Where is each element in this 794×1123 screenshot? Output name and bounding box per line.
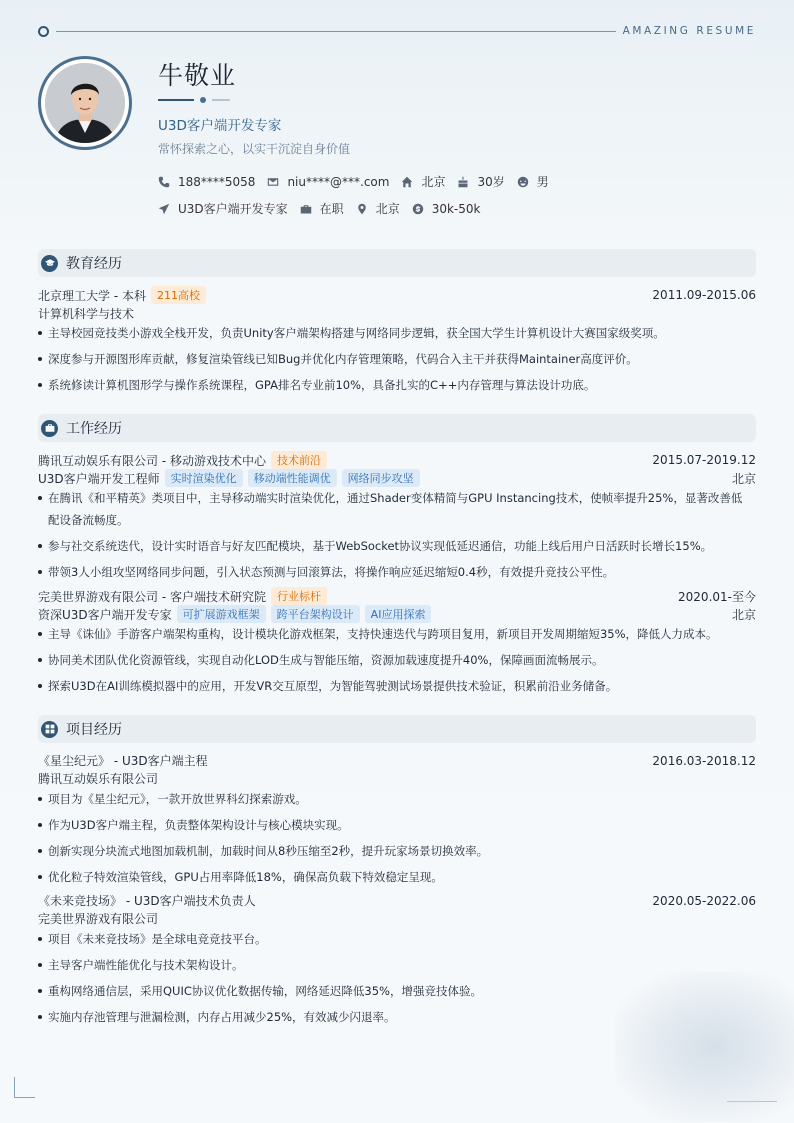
mail-icon [267,176,279,188]
education-school-row [38,286,756,304]
list-item: 项目《未来竞技场》是全球电竞竞技平台。 [38,928,758,950]
job-position-row [38,605,756,623]
list-item: 作为U3D客户端主程，负责整体架构设计与核心模块实现。 [38,814,758,836]
section-education-header [38,249,756,277]
profile-name: 牛敬业 [158,61,237,90]
skill-tag: 网络同步攻坚 [342,469,420,487]
list-item: 在腾讯《和平精英》类项目中，主导移动端实时渲染优化，通过Shader变体精简与GPU Instancing技术，使帧率提升25%，显著改善低 [38,487,758,509]
job-city: 北京 [731,607,756,622]
list-item: 优化粒子特效渲染管线，GPU占用率降低18%，确保高负载下特效稳定呈现。 [38,866,758,888]
home-icon [401,176,413,188]
project-company: 腾讯互动娱乐有限公司 [38,772,159,786]
list-item: 重构网络通信层，采用QUIC协议优化数据传输，网络延迟降低35%，增强竞技体验。 [38,980,758,1002]
info-phone: 188****5058 [158,175,255,189]
job-period: 2015.07-2019.12 [652,453,756,467]
education-school: 北京理工大学 - 本科 [38,288,146,303]
info-age: 30岁 [457,173,504,190]
cake-icon [457,176,469,188]
brand-label: AMAZING RESUME [622,25,756,37]
project-name: 《星尘纪元》 - U3D客户端主程 [38,754,208,768]
job-tag: 技术前沿 [271,451,327,469]
corner-bracket-decoration [14,1077,35,1098]
list-item: 创新实现分块流式地图加载机制，加载时间从8秒压缩至2秒，提升玩家场景切换效率。 [38,840,758,862]
bottom-line-decoration [727,1101,777,1102]
graduation-cap-icon [41,255,58,272]
job-company-row [38,451,756,469]
section-work-title: 工作经历 [66,421,122,437]
list-item-continuation: 配设备流畅度。 [48,513,129,527]
education-period: 2011.09-2015.06 [652,288,756,302]
job-intent-row [158,200,492,217]
gender-icon [517,176,529,188]
list-item: 主导《诛仙》手游客户端架构重构，设计模块化游戏框架，支持快速迭代与跨项目复用，新项目开发周期缩短35%，降低人力成本。 [38,623,758,645]
info-email: niu****@***.com [267,175,389,189]
job-position: U3D客户端开发工程师 [38,471,160,486]
education-tag: 211高校 [151,286,206,304]
list-item: 项目为《星尘纪元》，一款开放世界科幻探索游戏。 [38,788,758,810]
list-item: 参与社交系统迭代，设计实时语音与好友匹配模块，基于WebSocket协议实现低延迟通信，功能上线后用户日活跃时长增长15%。 [38,535,758,557]
briefcase-icon [41,420,58,437]
job-company: 腾讯互动娱乐有限公司 - 移动游戏技术中心 [38,453,266,468]
skill-tag: AI应用探索 [365,605,432,623]
send-icon [158,203,170,215]
education-major: 计算机科学与技术 [38,307,135,321]
project-title-row [38,892,756,909]
project-title-row [38,752,756,769]
section-work-header [38,414,756,442]
skill-tag: 实时渲染优化 [165,469,243,487]
job-company-row [38,587,756,605]
project-period: 2020.05-2022.06 [652,893,756,908]
list-item: 实施内存池管理与泄漏检测，内存占用减少25%，有效减少闪退率。 [38,1006,758,1028]
list-item: 带领3人小组攻坚网络同步问题，引入状态预测与回滚算法，将操作响应延迟缩短0.4秒，有效提升竞技公平性。 [38,561,758,583]
top-divider-line [56,31,616,32]
profile-role: U3D客户端开发专家 [158,118,282,134]
skill-tag: 跨平台架构设计 [271,605,360,623]
project-period: 2016.03-2018.12 [652,753,756,768]
list-item: 系统修读计算机图形学与操作系统课程，GPA排名专业前10%，具备扎实的C++内存管理与算法设计功底。 [38,374,758,396]
avatar [38,56,132,150]
job-tag: 行业标杆 [271,587,327,605]
list-item: 探索U3D在AI训练模拟器中的应用，开发VR交互原型，为智能驾驶测试场景提供技术验证，积累前沿业务储备。 [38,675,758,697]
avatar-photo [45,63,125,143]
list-item: 主导客户端性能优化与技术架构设计。 [38,954,758,976]
skill-tag: 可扩展游戏框架 [177,605,266,623]
top-ring-decoration [38,26,49,37]
info-hometown: 北京 [401,173,445,190]
profile-motto: 常怀探索之心，以实干沉淀自身价值 [158,142,351,156]
grid-icon [41,721,58,738]
job-position: 资深U3D客户端开发专家 [38,607,172,622]
job-period: 2020.01-至今 [678,589,756,604]
list-item: 深度参与开源图形库贡献，修复渲染管线已知Bug并优化内存管理策略，代码合入主干并获得Maintainer高度评价。 [38,348,758,370]
contact-info-row [158,173,561,190]
skill-tag: 移动端性能调优 [248,469,337,487]
salary-icon [412,203,424,215]
job-company: 完美世界游戏有限公司 - 客户端技术研究院 [38,589,266,604]
list-item: 协同美术团队优化资源管线，实现自动化LOD生成与智能压缩，资源加载速度提升40%，保障画面流畅展示。 [38,649,758,671]
section-projects-header [38,715,756,743]
section-education-title: 教育经历 [66,256,122,272]
info-salary: 30k-50k [412,202,481,216]
job-city: 北京 [731,471,756,486]
blurred-watermark [615,972,794,1122]
job-position-row [38,469,756,487]
phone-icon [158,176,170,188]
list-item: 主导校园竞技类小游戏全栈开发，负责Unity客户端架构搭建与网络同步逻辑，获全国大学生计算机设计大赛国家级奖项。 [38,322,758,344]
info-city: 北京 [356,200,400,217]
section-projects-title: 项目经历 [66,722,122,738]
info-status: 在职 [300,200,344,217]
location-icon [356,203,368,215]
briefcase-icon [300,203,312,215]
info-intent-role: U3D客户端开发专家 [158,200,288,217]
info-gender: 男 [517,173,549,190]
project-company: 完美世界游戏有限公司 [38,912,159,926]
project-name: 《未来竞技场》 - U3D客户端技术负责人 [38,894,256,908]
name-underline-decoration [158,96,232,104]
